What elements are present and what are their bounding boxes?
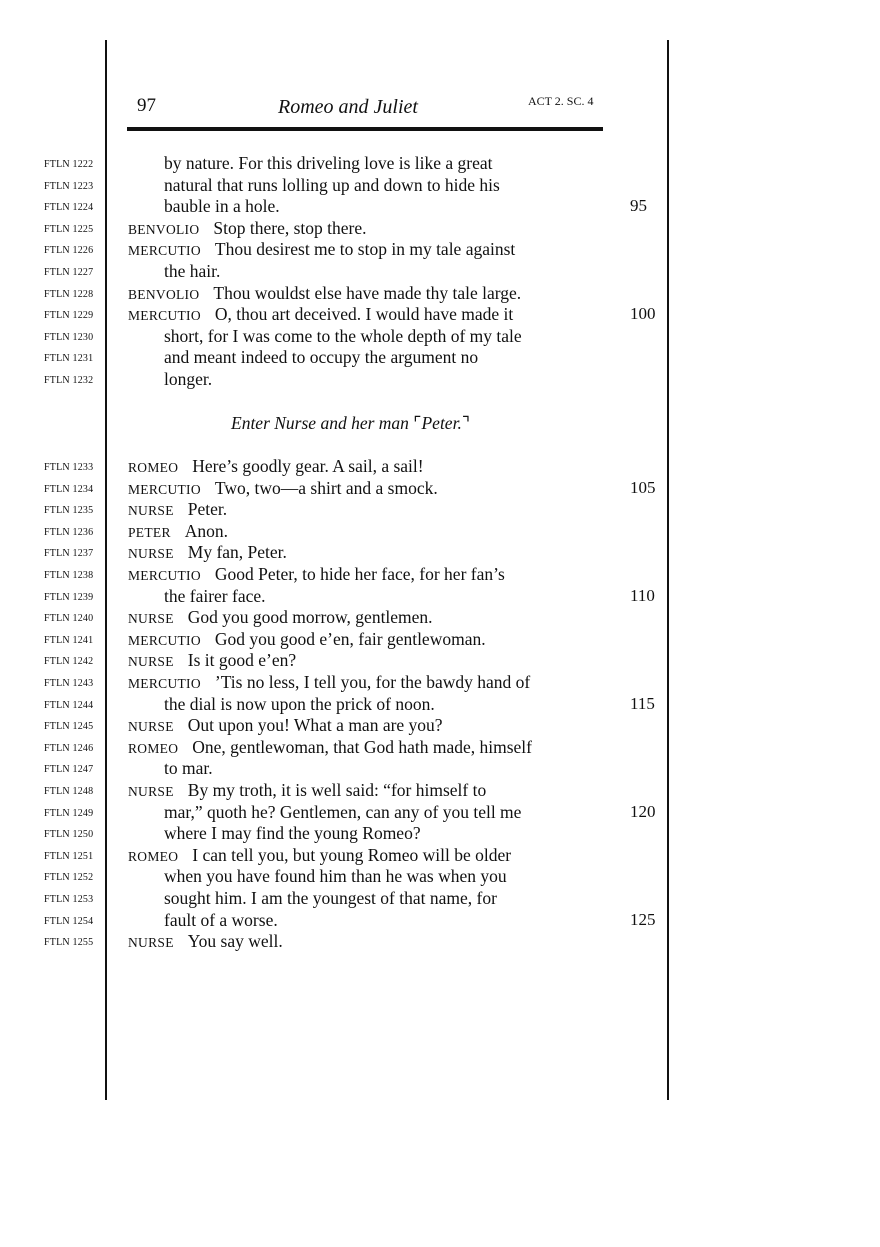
play-line — [0, 283, 880, 305]
ftln-number: FTLN 1252 — [44, 872, 94, 884]
line-text: Two, two—a shirt and a smock. — [214, 477, 438, 498]
line-text-container — [128, 715, 443, 737]
line-text: Is it good e’en? — [187, 650, 297, 671]
line-text: the fairer face. — [164, 585, 266, 606]
play-line — [0, 758, 880, 780]
speaker-name: BENVOLIO — [128, 286, 200, 302]
ftln-number: FTLN 1248 — [44, 786, 94, 797]
speaker-name: MERCUTIO — [128, 632, 201, 648]
line-text: the dial is now upon the prick of noon. — [164, 693, 435, 714]
play-line — [0, 823, 880, 845]
line-text-container — [164, 196, 280, 216]
play-line — [0, 304, 880, 326]
line-text-container — [164, 888, 497, 908]
speaker-name: MERCUTIO — [128, 676, 201, 691]
line-text-container — [164, 369, 212, 389]
speaker-name: NURSE — [128, 935, 174, 951]
play-line — [0, 931, 880, 953]
play-line — [0, 347, 880, 369]
line-text-container — [164, 175, 500, 195]
play-line — [0, 261, 880, 283]
ftln-number: FTLN 1227 — [44, 267, 94, 278]
play-line — [0, 564, 880, 586]
play-line — [0, 478, 880, 500]
speaker-name: NURSE — [128, 654, 174, 670]
line-text: God you good morrow, gentlemen. — [187, 607, 433, 628]
ftln-number: FTLN 1224 — [44, 202, 94, 214]
play-line — [0, 888, 880, 910]
line-text-container — [128, 564, 505, 586]
ftln-number: FTLN 1237 — [44, 548, 94, 560]
speaker-name: MERCUTIO — [128, 568, 201, 583]
line-text: Stop there, stop there. — [213, 217, 367, 238]
play-line — [0, 672, 880, 694]
line-text-container — [164, 347, 478, 367]
line-text-container — [128, 283, 521, 305]
speaker-name: NURSE — [128, 503, 174, 519]
ftln-number: FTLN 1246 — [44, 742, 94, 754]
play-line — [0, 456, 880, 478]
play-line — [0, 910, 880, 932]
play-line — [0, 607, 880, 629]
play-line — [0, 196, 880, 218]
line-text-container — [128, 304, 513, 326]
ftln-number: FTLN 1243 — [44, 678, 94, 689]
line-text: bauble in a hole. — [164, 196, 280, 217]
line-number: 110 — [630, 585, 655, 605]
ftln-number: FTLN 1239 — [44, 591, 94, 603]
line-text: sought him. I am the youngest of that name, for — [164, 888, 497, 908]
close-bracket-mark: ⌝ — [461, 413, 471, 433]
play-line — [0, 845, 880, 867]
line-text: the hair. — [164, 261, 221, 281]
line-text-container — [164, 261, 220, 281]
ftln-number: FTLN 1222 — [44, 159, 94, 170]
line-number: 95 — [630, 196, 647, 216]
play-line — [0, 153, 880, 175]
act-scene-label: ACT 2. SC. 4 — [528, 94, 594, 108]
line-text: Out upon you! What a man are you? — [187, 715, 443, 736]
speaker-name: ROMEO — [128, 740, 179, 756]
line-text-container — [164, 326, 522, 346]
play-line — [0, 369, 880, 391]
ftln-number: FTLN 1230 — [44, 331, 94, 343]
line-text: when you have found him than he was when you — [164, 866, 507, 887]
line-text: By my troth, it is well said: “for himself to — [187, 780, 487, 800]
ftln-number: FTLN 1235 — [44, 505, 94, 517]
line-number: 115 — [630, 693, 655, 713]
line-text: Thou wouldst else have made thy tale large. — [213, 282, 522, 303]
line-text: natural that runs lolling up and down to hide his — [164, 174, 500, 195]
ftln-number: FTLN 1242 — [44, 656, 94, 668]
stage-direction-bracketed: Peter. — [421, 413, 462, 433]
speaker-name: ROMEO — [128, 848, 179, 864]
speaker-name: BENVOLIO — [128, 221, 200, 237]
speaker-name: NURSE — [128, 611, 174, 627]
play-line — [0, 586, 880, 608]
speaker-name: NURSE — [128, 719, 174, 735]
line-text: O, thou art deceived. I would have made it — [214, 304, 514, 325]
ftln-number: FTLN 1232 — [44, 375, 94, 386]
line-text: ’Tis no less, I tell you, for the bawdy hand of — [214, 672, 531, 692]
speaker-name: PETER — [128, 524, 171, 540]
line-text-container — [128, 845, 511, 867]
ftln-number: FTLN 1233 — [44, 462, 94, 473]
ftln-number: FTLN 1249 — [44, 807, 94, 819]
line-text: Good Peter, to hide her face, for her fan’s — [214, 564, 505, 584]
line-number: 120 — [630, 801, 656, 821]
line-text: Thou desirest me to stop in my tale against — [214, 239, 516, 260]
line-text: longer. — [164, 369, 213, 389]
line-text-container — [128, 780, 486, 802]
line-text-container — [164, 586, 266, 606]
play-line — [0, 715, 880, 737]
line-text-container — [128, 629, 486, 651]
ftln-number: FTLN 1241 — [44, 634, 94, 646]
line-text: Peter. — [187, 499, 228, 520]
line-text-container — [128, 478, 438, 500]
ftln-number: FTLN 1238 — [44, 570, 94, 581]
line-text-container — [164, 802, 521, 822]
ftln-number: FTLN 1247 — [44, 764, 94, 776]
line-text: to mar. — [164, 758, 213, 779]
play-line — [0, 694, 880, 716]
line-text-container — [128, 737, 532, 759]
line-text: Anon. — [184, 520, 229, 541]
line-text-container — [164, 910, 278, 930]
play-title: Romeo and Juliet — [278, 96, 418, 118]
line-text: God you good e’en, fair gentlewoman. — [214, 628, 486, 649]
ftln-number: FTLN 1236 — [44, 526, 94, 538]
line-text: You say well. — [187, 931, 283, 952]
ftln-number: FTLN 1226 — [44, 245, 94, 257]
page-number: 97 — [137, 95, 156, 116]
play-line — [0, 239, 880, 261]
play-line — [0, 175, 880, 197]
open-bracket-mark: ⌜ — [413, 413, 422, 433]
line-text-container — [164, 758, 213, 778]
line-text-container — [128, 521, 228, 543]
line-text: and meant indeed to occupy the argument no — [164, 347, 479, 368]
ftln-number: FTLN 1254 — [44, 915, 94, 927]
line-text-container — [128, 931, 283, 953]
line-text: fault of a worse. — [164, 909, 278, 930]
line-text-container — [128, 650, 296, 672]
ftln-number: FTLN 1234 — [44, 483, 94, 495]
line-number: 105 — [630, 477, 656, 497]
ftln-number: FTLN 1231 — [44, 353, 94, 365]
line-text-container — [128, 607, 433, 629]
play-line — [0, 218, 880, 240]
line-text: Here’s goodly gear. A sail, a sail! — [192, 456, 424, 476]
line-text: where I may find the young Romeo? — [164, 823, 421, 844]
ftln-number: FTLN 1240 — [44, 613, 94, 625]
play-line — [0, 542, 880, 564]
speaker-name: NURSE — [128, 784, 174, 799]
ftln-number: FTLN 1253 — [44, 894, 94, 905]
line-text-container — [128, 499, 227, 521]
play-line — [0, 780, 880, 802]
line-text-container — [164, 694, 435, 714]
line-text: short, for I was come to the whole depth of my tale — [164, 325, 522, 346]
line-text: mar,” quoth he? Gentlemen, can any of you tell me — [164, 801, 522, 822]
play-line — [0, 866, 880, 888]
stage-direction-text: Enter Nurse and her man — [231, 413, 409, 433]
line-number: 100 — [630, 304, 656, 324]
line-text: by nature. For this driveling love is like a great — [164, 153, 493, 173]
ftln-number: FTLN 1245 — [44, 721, 94, 733]
ftln-number: FTLN 1225 — [44, 223, 94, 235]
line-text: One, gentlewoman, that God hath made, himself — [192, 736, 532, 757]
play-line — [0, 650, 880, 672]
speaker-name: MERCUTIO — [128, 481, 201, 497]
speaker-name: MERCUTIO — [128, 243, 201, 259]
play-line — [0, 802, 880, 824]
play-line — [0, 629, 880, 651]
line-text-container — [164, 866, 507, 886]
line-text-container — [128, 239, 515, 261]
line-text-container — [164, 823, 421, 843]
speaker-name: NURSE — [128, 546, 174, 562]
line-text-container — [128, 456, 424, 478]
ftln-number: FTLN 1250 — [44, 829, 94, 841]
ftln-number: FTLN 1228 — [44, 288, 94, 300]
play-line — [0, 326, 880, 348]
ftln-number: FTLN 1251 — [44, 850, 94, 862]
ftln-number: FTLN 1244 — [44, 699, 94, 711]
ftln-number: FTLN 1255 — [44, 937, 94, 949]
ftln-number: FTLN 1229 — [44, 310, 94, 322]
speaker-name: MERCUTIO — [128, 308, 201, 324]
line-text-container — [128, 672, 530, 694]
line-text: My fan, Peter. — [187, 542, 287, 563]
line-text: I can tell you, but young Romeo will be older — [192, 844, 512, 865]
play-line — [0, 521, 880, 543]
speaker-name: ROMEO — [128, 460, 179, 475]
line-text-container — [164, 153, 493, 173]
line-text-container — [128, 542, 287, 564]
line-number: 125 — [630, 909, 656, 929]
play-line — [0, 737, 880, 759]
line-text-container — [128, 218, 366, 240]
ftln-number: FTLN 1223 — [44, 180, 94, 192]
stage-direction — [231, 413, 470, 434]
play-line — [0, 499, 880, 521]
header-rule — [127, 127, 603, 131]
